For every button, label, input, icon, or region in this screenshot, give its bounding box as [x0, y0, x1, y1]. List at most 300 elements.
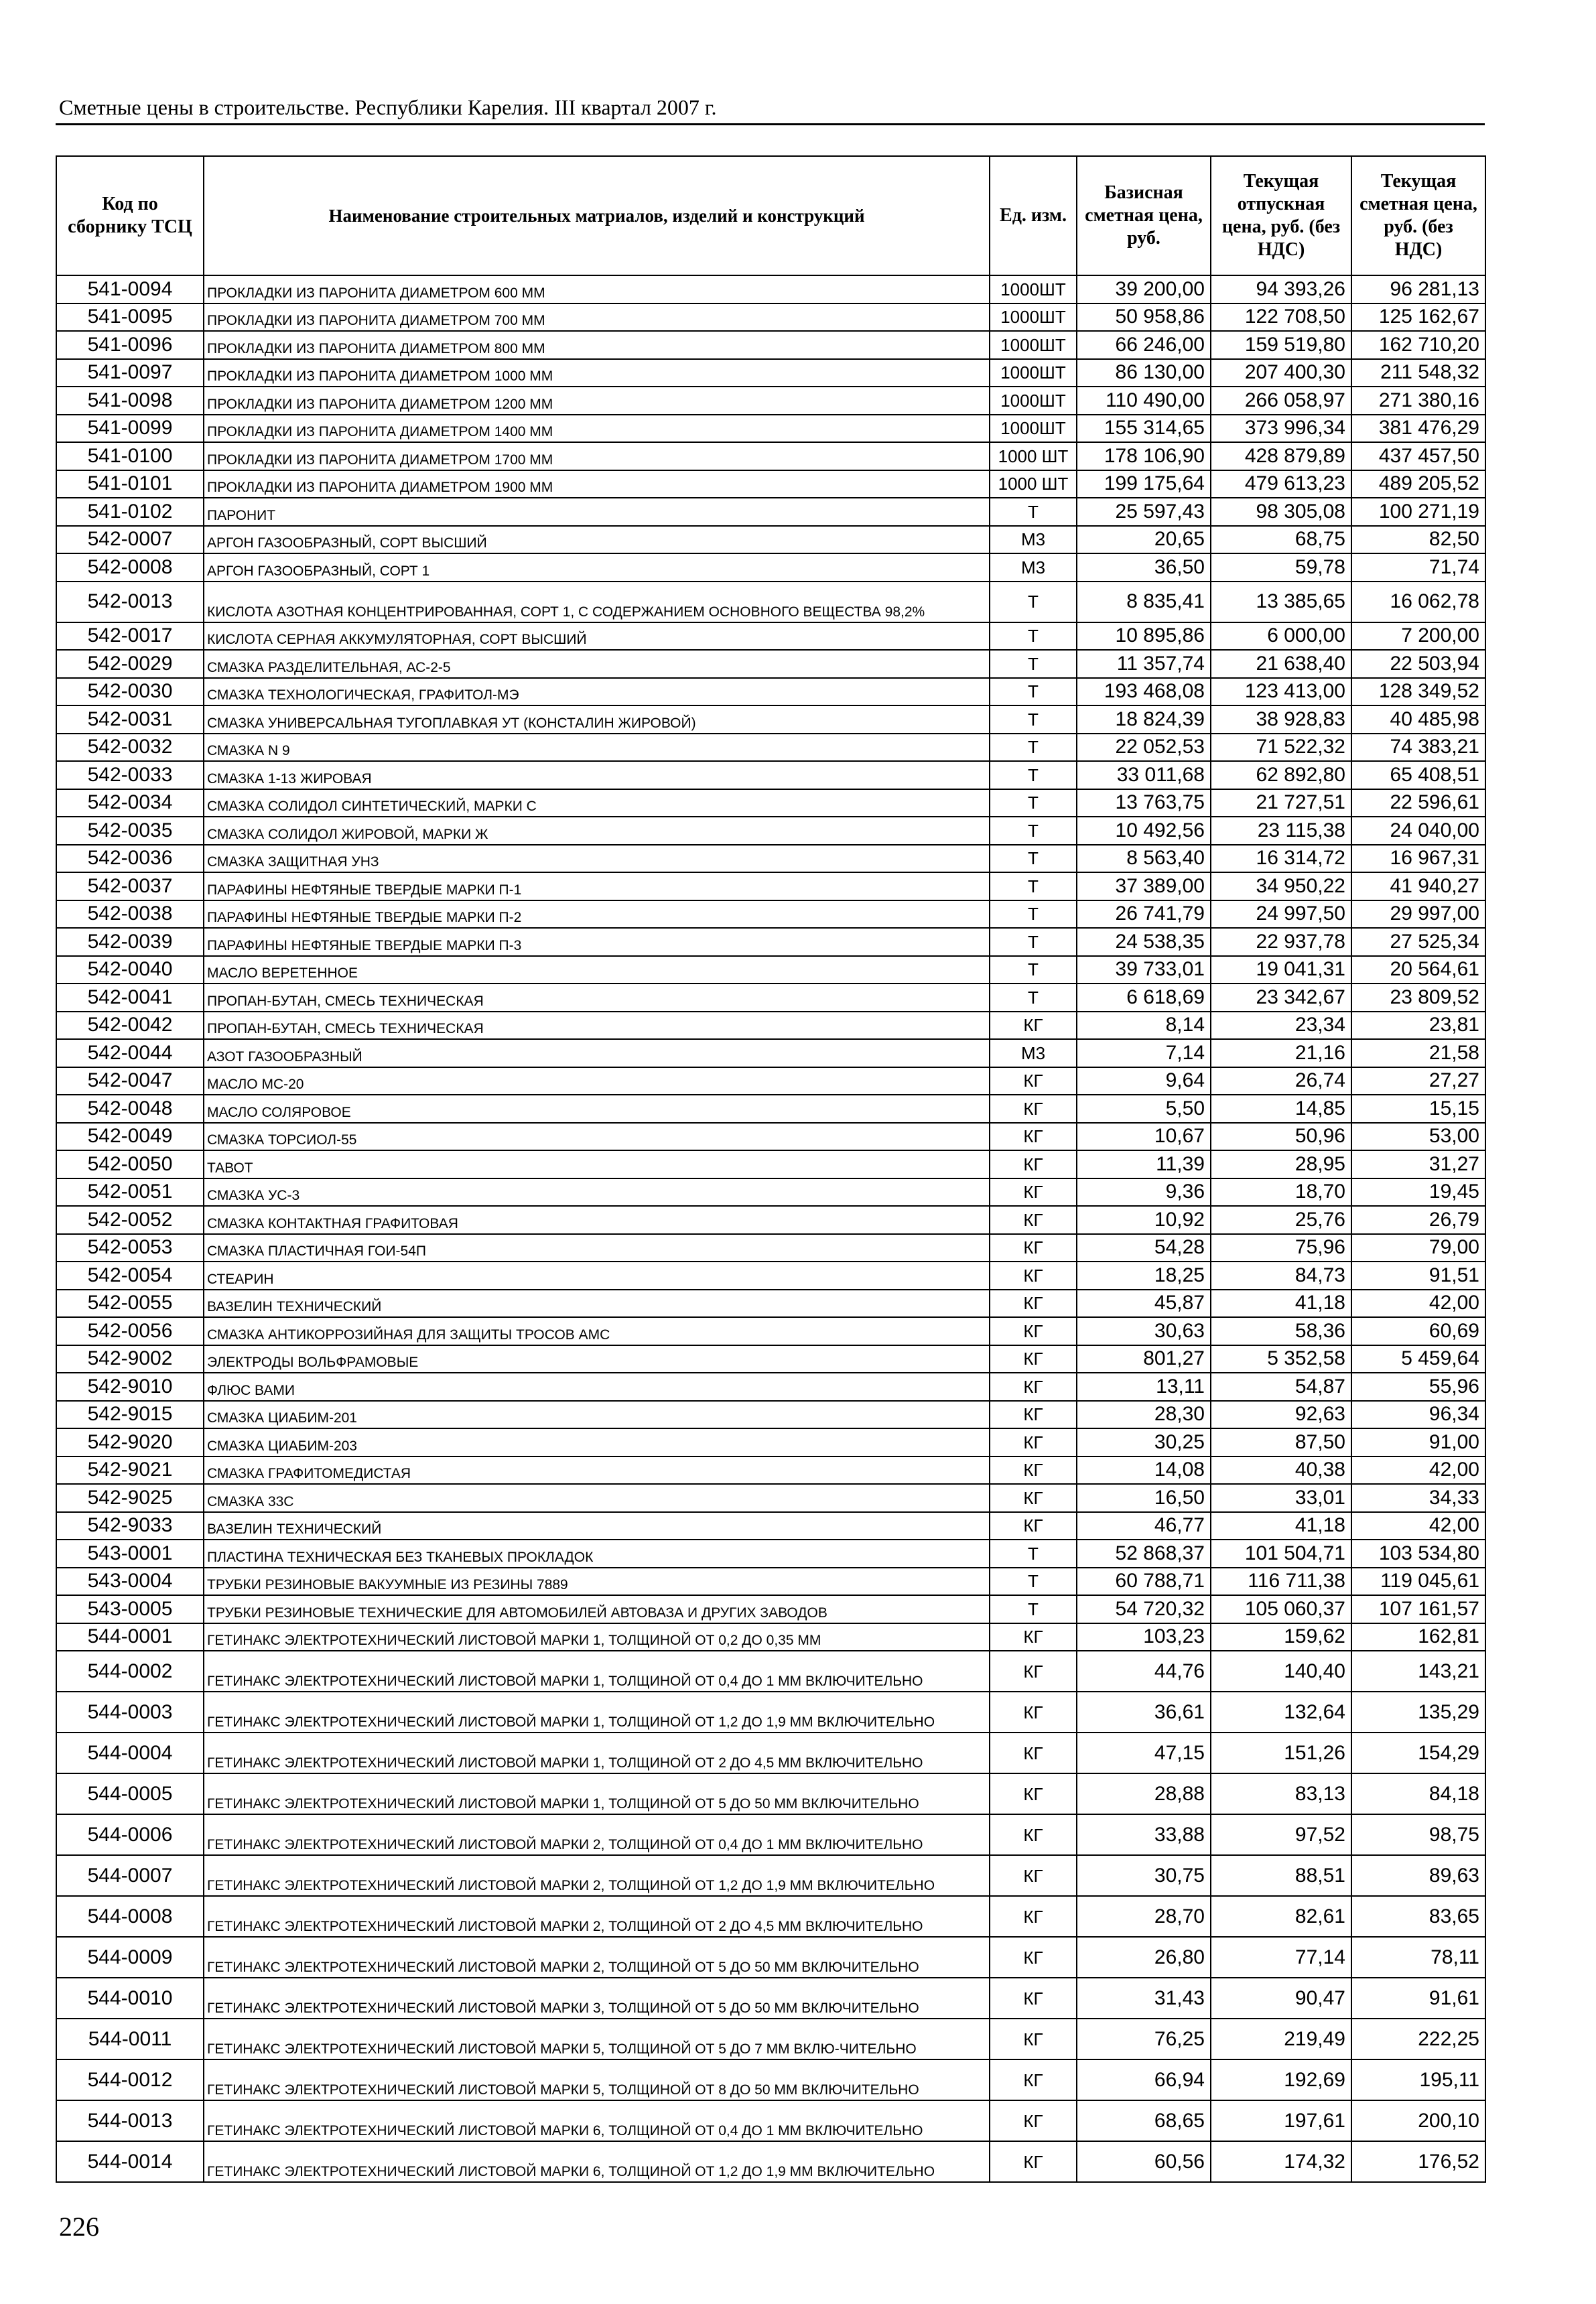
current-estimate-price: 176,52 [1351, 2141, 1485, 2182]
table-row [56, 387, 1485, 415]
item-name: ЭЛЕКТРОДЫ ВОЛЬФРАМОВЫЕ [204, 1345, 990, 1373]
base-price: 9,36 [1077, 1178, 1211, 1207]
table-row [56, 415, 1485, 443]
base-price: 13,11 [1077, 1373, 1211, 1401]
item-code: 541-0097 [56, 359, 204, 387]
current-estimate-price: 98,75 [1351, 1814, 1485, 1855]
current-sale-price: 68,75 [1211, 526, 1351, 554]
current-sale-price: 16 314,72 [1211, 845, 1351, 873]
unit: 1000 ШТ [990, 442, 1077, 470]
base-price: 10 895,86 [1077, 622, 1211, 651]
item-code: 544-0008 [56, 1896, 204, 1937]
current-sale-price: 5 352,58 [1211, 1345, 1351, 1373]
current-sale-price: 219,49 [1211, 2019, 1351, 2059]
item-code: 542-0035 [56, 817, 204, 845]
base-price: 178 106,90 [1077, 442, 1211, 470]
base-price: 39 733,01 [1077, 956, 1211, 984]
table-row [56, 1595, 1485, 1623]
item-name: ГЕТИНАКС ЭЛЕКТРОТЕХНИЧЕСКИЙ ЛИСТОВОЙ МАРКИ 2, ТОЛЩИНОЙ ОТ 5 ДО 50 ММ ВКЛЮЧИТЕЛЬНО [204, 1937, 990, 1978]
table-row [56, 1039, 1485, 1067]
current-sale-price: 14,85 [1211, 1095, 1351, 1123]
base-price: 60,56 [1077, 2141, 1211, 2182]
current-sale-price: 197,61 [1211, 2100, 1351, 2141]
table-row [56, 553, 1485, 582]
item-code: 542-0047 [56, 1067, 204, 1095]
item-name: СМАЗКА РАЗДЕЛИТЕЛЬНАЯ, АС-2-5 [204, 650, 990, 678]
table-row [56, 303, 1485, 332]
item-code: 542-9010 [56, 1373, 204, 1401]
page-number: 226 [59, 2212, 99, 2242]
current-estimate-price: 381 476,29 [1351, 415, 1485, 443]
base-price: 16,50 [1077, 1484, 1211, 1512]
current-estimate-price: 222,25 [1351, 2019, 1485, 2059]
current-sale-price: 13 385,65 [1211, 582, 1351, 622]
table-row [56, 650, 1485, 678]
unit: М3 [990, 553, 1077, 582]
current-sale-price: 122 708,50 [1211, 303, 1351, 332]
table-row [56, 2059, 1485, 2100]
column-header-unit: Ед. изм. [990, 156, 1077, 275]
item-name: СМАЗКА ЦИАБИМ-203 [204, 1428, 990, 1456]
current-sale-price: 98 305,08 [1211, 498, 1351, 526]
table-row [56, 817, 1485, 845]
item-code: 544-0006 [56, 1814, 204, 1855]
item-code: 542-0031 [56, 705, 204, 734]
item-code: 543-0004 [56, 1568, 204, 1596]
unit: КГ [990, 2019, 1077, 2059]
item-code: 542-0008 [56, 553, 204, 582]
item-code: 541-0094 [56, 275, 204, 303]
item-code: 543-0001 [56, 1540, 204, 1568]
base-price: 30,25 [1077, 1428, 1211, 1456]
item-code: 542-0044 [56, 1039, 204, 1067]
table-row [56, 1896, 1485, 1937]
current-sale-price: 23 342,67 [1211, 984, 1351, 1012]
item-code: 544-0010 [56, 1978, 204, 2019]
base-price: 86 130,00 [1077, 359, 1211, 387]
current-sale-price: 40,38 [1211, 1456, 1351, 1485]
current-sale-price: 140,40 [1211, 1651, 1351, 1692]
current-sale-price: 192,69 [1211, 2059, 1351, 2100]
column-header-code: Код по сборнику ТСЦ [56, 156, 204, 275]
base-price: 8 563,40 [1077, 845, 1211, 873]
item-code: 542-0039 [56, 928, 204, 956]
current-sale-price: 123 413,00 [1211, 678, 1351, 706]
unit: 1000ШТ [990, 331, 1077, 359]
base-price: 76,25 [1077, 2019, 1211, 2059]
base-price: 801,27 [1077, 1345, 1211, 1373]
item-code: 543-0005 [56, 1595, 204, 1623]
current-estimate-price: 125 162,67 [1351, 303, 1485, 332]
item-code: 541-0095 [56, 303, 204, 332]
base-price: 103,23 [1077, 1623, 1211, 1651]
table-row [56, 900, 1485, 929]
unit: Т [990, 734, 1077, 762]
item-name: ВАЗЕЛИН ТЕХНИЧЕСКИЙ [204, 1290, 990, 1318]
current-estimate-price: 195,11 [1351, 2059, 1485, 2100]
current-estimate-price: 96 281,13 [1351, 275, 1485, 303]
table-row [56, 1150, 1485, 1178]
item-name: ПРОКЛАДКИ ИЗ ПАРОНИТА ДИАМЕТРОМ 1400 ММ [204, 415, 990, 443]
item-name: ГЕТИНАКС ЭЛЕКТРОТЕХНИЧЕСКИЙ ЛИСТОВОЙ МАРКИ 3, ТОЛЩИНОЙ ОТ 5 ДО 50 ММ ВКЛЮЧИТЕЛЬНО [204, 1978, 990, 2019]
item-name: ГЕТИНАКС ЭЛЕКТРОТЕХНИЧЕСКИЙ ЛИСТОВОЙ МАРКИ 6, ТОЛЩИНОЙ ОТ 0,4 ДО 1 ММ ВКЛЮЧИТЕЛЬНО [204, 2100, 990, 2141]
current-estimate-price: 42,00 [1351, 1290, 1485, 1318]
table-row [56, 1623, 1485, 1651]
item-code: 542-0032 [56, 734, 204, 762]
base-price: 47,15 [1077, 1733, 1211, 1773]
base-price: 45,87 [1077, 1290, 1211, 1318]
base-price: 5,50 [1077, 1095, 1211, 1123]
current-estimate-price: 71,74 [1351, 553, 1485, 582]
base-price: 44,76 [1077, 1651, 1211, 1692]
column-header-name: Наименование строительных матриалов, изделий и конструкций [204, 156, 990, 275]
unit: Т [990, 900, 1077, 929]
current-sale-price: 19 041,31 [1211, 956, 1351, 984]
base-price: 33 011,68 [1077, 761, 1211, 789]
current-sale-price: 266 058,97 [1211, 387, 1351, 415]
current-estimate-price: 128 349,52 [1351, 678, 1485, 706]
table-row [56, 984, 1485, 1012]
current-sale-price: 97,52 [1211, 1814, 1351, 1855]
current-estimate-price: 143,21 [1351, 1651, 1485, 1692]
unit: КГ [990, 1345, 1077, 1373]
item-code: 544-0009 [56, 1937, 204, 1978]
table-row [56, 1401, 1485, 1429]
base-price: 54,28 [1077, 1234, 1211, 1262]
item-name: ГЕТИНАКС ЭЛЕКТРОТЕХНИЧЕСКИЙ ЛИСТОВОЙ МАРКИ 1, ТОЛЩИНОЙ ОТ 0,2 ДО 0,35 ММ [204, 1623, 990, 1651]
current-estimate-price: 60,69 [1351, 1317, 1485, 1345]
current-sale-price: 77,14 [1211, 1937, 1351, 1978]
table-row [56, 1773, 1485, 1814]
current-sale-price: 90,47 [1211, 1978, 1351, 2019]
price-table [56, 155, 1486, 2183]
unit: КГ [990, 1234, 1077, 1262]
current-sale-price: 18,70 [1211, 1178, 1351, 1207]
current-sale-price: 428 879,89 [1211, 442, 1351, 470]
current-estimate-price: 53,00 [1351, 1123, 1485, 1151]
item-name: ПАРАФИНЫ НЕФТЯНЫЕ ТВЕРДЫЕ МАРКИ П-3 [204, 928, 990, 956]
current-estimate-price: 16 062,78 [1351, 582, 1485, 622]
unit: Т [990, 956, 1077, 984]
current-estimate-price: 200,10 [1351, 2100, 1485, 2141]
column-header-current-sale-price: Текущая отпускная цена, руб. (без НДС) [1211, 156, 1351, 275]
table-row [56, 1373, 1485, 1401]
current-sale-price: 94 393,26 [1211, 275, 1351, 303]
current-estimate-price: 78,11 [1351, 1937, 1485, 1978]
current-estimate-price: 26,79 [1351, 1206, 1485, 1234]
current-sale-price: 88,51 [1211, 1855, 1351, 1896]
unit: Т [990, 498, 1077, 526]
current-sale-price: 50,96 [1211, 1123, 1351, 1151]
unit: Т [990, 845, 1077, 873]
base-price: 28,30 [1077, 1401, 1211, 1429]
item-code: 542-0049 [56, 1123, 204, 1151]
current-estimate-price: 31,27 [1351, 1150, 1485, 1178]
table-row [56, 928, 1485, 956]
base-price: 25 597,43 [1077, 498, 1211, 526]
item-name: СМАЗКА СОЛИДОЛ ЖИРОВОЙ, МАРКИ Ж [204, 817, 990, 845]
base-price: 33,88 [1077, 1814, 1211, 1855]
item-name: СМАЗКА УС-3 [204, 1178, 990, 1207]
current-estimate-price: 41 940,27 [1351, 872, 1485, 900]
current-sale-price: 21,16 [1211, 1039, 1351, 1067]
base-price: 37 389,00 [1077, 872, 1211, 900]
table-row [56, 275, 1485, 303]
unit: КГ [990, 1855, 1077, 1896]
current-sale-price: 71 522,32 [1211, 734, 1351, 762]
unit: КГ [990, 1937, 1077, 1978]
current-estimate-price: 5 459,64 [1351, 1345, 1485, 1373]
item-name: СМАЗКА УНИВЕРСАЛЬНАЯ ТУГОПЛАВКАЯ УТ (КОНСТАЛИН ЖИРОВОЙ) [204, 705, 990, 734]
item-code: 542-0048 [56, 1095, 204, 1123]
item-name: ГЕТИНАКС ЭЛЕКТРОТЕХНИЧЕСКИЙ ЛИСТОВОЙ МАРКИ 1, ТОЛЩИНОЙ ОТ 0,4 ДО 1 ММ ВКЛЮЧИТЕЛЬНО [204, 1651, 990, 1692]
current-sale-price: 21 727,51 [1211, 789, 1351, 817]
current-sale-price: 6 000,00 [1211, 622, 1351, 651]
item-name: ПРОКЛАДКИ ИЗ ПАРОНИТА ДИАМЕТРОМ 800 ММ [204, 331, 990, 359]
current-estimate-price: 96,34 [1351, 1401, 1485, 1429]
item-name: СМАЗКА ТОРСИОЛ-55 [204, 1123, 990, 1151]
table-row [56, 1317, 1485, 1345]
unit: КГ [990, 1773, 1077, 1814]
unit: Т [990, 984, 1077, 1012]
base-price: 10 492,56 [1077, 817, 1211, 845]
unit: КГ [990, 1484, 1077, 1512]
current-estimate-price: 162,81 [1351, 1623, 1485, 1651]
item-name: СМАЗКА N 9 [204, 734, 990, 762]
current-estimate-price: 55,96 [1351, 1373, 1485, 1401]
item-name: ПРОКЛАДКИ ИЗ ПАРОНИТА ДИАМЕТРОМ 600 ММ [204, 275, 990, 303]
base-price: 26,80 [1077, 1937, 1211, 1978]
current-sale-price: 207 400,30 [1211, 359, 1351, 387]
current-estimate-price: 34,33 [1351, 1484, 1485, 1512]
item-code: 544-0005 [56, 1773, 204, 1814]
base-price: 110 490,00 [1077, 387, 1211, 415]
unit: М3 [990, 1039, 1077, 1067]
current-sale-price: 26,74 [1211, 1067, 1351, 1095]
base-price: 22 052,53 [1077, 734, 1211, 762]
table-row [56, 1428, 1485, 1456]
item-name: АРГОН ГАЗООБРАЗНЫЙ, СОРТ ВЫСШИЙ [204, 526, 990, 554]
item-code: 541-0101 [56, 470, 204, 498]
base-price: 66 246,00 [1077, 331, 1211, 359]
item-code: 541-0096 [56, 331, 204, 359]
base-price: 30,63 [1077, 1317, 1211, 1345]
current-estimate-price: 79,00 [1351, 1234, 1485, 1262]
table-row [56, 956, 1485, 984]
item-name: СМАЗКА ТЕХНОЛОГИЧЕСКАЯ, ГРАФИТОЛ-МЭ [204, 678, 990, 706]
base-price: 7,14 [1077, 1039, 1211, 1067]
item-name: СМАЗКА 1-13 ЖИРОВАЯ [204, 761, 990, 789]
item-name: ГЕТИНАКС ЭЛЕКТРОТЕХНИЧЕСКИЙ ЛИСТОВОЙ МАРКИ 2, ТОЛЩИНОЙ ОТ 2 ДО 4,5 ММ ВКЛЮЧИТЕЛЬНО [204, 1896, 990, 1937]
table-row [56, 526, 1485, 554]
item-code: 542-0017 [56, 622, 204, 651]
current-sale-price: 132,64 [1211, 1692, 1351, 1733]
item-code: 541-0099 [56, 415, 204, 443]
current-estimate-price: 42,00 [1351, 1456, 1485, 1485]
header-divider [56, 123, 1485, 125]
table-row [56, 1206, 1485, 1234]
table-row [56, 582, 1485, 622]
table-row [56, 1484, 1485, 1512]
table-row [56, 1234, 1485, 1262]
base-price: 13 763,75 [1077, 789, 1211, 817]
item-code: 541-0102 [56, 498, 204, 526]
table-row [56, 1262, 1485, 1290]
item-name: ПРОПАН-БУТАН, СМЕСЬ ТЕХНИЧЕСКАЯ [204, 1012, 990, 1040]
table-header-row [56, 156, 1485, 275]
current-sale-price: 159,62 [1211, 1623, 1351, 1651]
unit: КГ [990, 2100, 1077, 2141]
table-row [56, 359, 1485, 387]
item-name: ПРОКЛАДКИ ИЗ ПАРОНИТА ДИАМЕТРОМ 1700 ММ [204, 442, 990, 470]
table-row [56, 1123, 1485, 1151]
item-code: 542-9002 [56, 1345, 204, 1373]
current-estimate-price: 91,51 [1351, 1262, 1485, 1290]
current-estimate-price: 20 564,61 [1351, 956, 1485, 984]
current-sale-price: 59,78 [1211, 553, 1351, 582]
table-row [56, 1540, 1485, 1568]
unit: КГ [990, 2141, 1077, 2182]
base-price: 199 175,64 [1077, 470, 1211, 498]
table-row [56, 1095, 1485, 1123]
current-estimate-price: 40 485,98 [1351, 705, 1485, 734]
unit: КГ [990, 1067, 1077, 1095]
unit: КГ [990, 1978, 1077, 2019]
unit: КГ [990, 1428, 1077, 1456]
current-estimate-price: 16 967,31 [1351, 845, 1485, 873]
table-row [56, 331, 1485, 359]
unit: КГ [990, 1692, 1077, 1733]
item-code: 542-9020 [56, 1428, 204, 1456]
base-price: 54 720,32 [1077, 1595, 1211, 1623]
base-price: 18 824,39 [1077, 705, 1211, 734]
current-sale-price: 25,76 [1211, 1206, 1351, 1234]
current-sale-price: 373 996,34 [1211, 415, 1351, 443]
item-code: 544-0001 [56, 1623, 204, 1651]
item-name: АЗОТ ГАЗООБРАЗНЫЙ [204, 1039, 990, 1067]
item-code: 542-0055 [56, 1290, 204, 1318]
item-name: ПРОКЛАДКИ ИЗ ПАРОНИТА ДИАМЕТРОМ 700 ММ [204, 303, 990, 332]
base-price: 8 835,41 [1077, 582, 1211, 622]
base-price: 20,65 [1077, 526, 1211, 554]
table-row [56, 1290, 1485, 1318]
item-name: МАСЛО СОЛЯРОВОЕ [204, 1095, 990, 1123]
table-row [56, 1178, 1485, 1207]
unit: 1000ШТ [990, 303, 1077, 332]
item-code: 542-0013 [56, 582, 204, 622]
base-price: 10,67 [1077, 1123, 1211, 1151]
item-code: 542-0007 [56, 526, 204, 554]
unit: Т [990, 1595, 1077, 1623]
current-sale-price: 84,73 [1211, 1262, 1351, 1290]
base-price: 36,50 [1077, 553, 1211, 582]
table-row [56, 1937, 1485, 1978]
unit: КГ [990, 1401, 1077, 1429]
current-sale-price: 82,61 [1211, 1896, 1351, 1937]
unit: КГ [990, 1012, 1077, 1040]
item-name: СМАЗКА ГРАФИТОМЕДИСТАЯ [204, 1456, 990, 1485]
base-price: 39 200,00 [1077, 275, 1211, 303]
item-name: ФЛЮС ВАМИ [204, 1373, 990, 1401]
item-name: ГЕТИНАКС ЭЛЕКТРОТЕХНИЧЕСКИЙ ЛИСТОВОЙ МАРКИ 2, ТОЛЩИНОЙ ОТ 1,2 ДО 1,9 ММ ВКЛЮЧИТЕЛЬНО [204, 1855, 990, 1896]
current-estimate-price: 89,63 [1351, 1855, 1485, 1896]
current-estimate-price: 107 161,57 [1351, 1595, 1485, 1623]
current-estimate-price: 19,45 [1351, 1178, 1485, 1207]
current-sale-price: 21 638,40 [1211, 650, 1351, 678]
item-name: ПРОКЛАДКИ ИЗ ПАРОНИТА ДИАМЕТРОМ 1000 ММ [204, 359, 990, 387]
item-code: 542-0053 [56, 1234, 204, 1262]
table-row [56, 470, 1485, 498]
unit: КГ [990, 1206, 1077, 1234]
item-name: АРГОН ГАЗООБРАЗНЫЙ, СОРТ 1 [204, 553, 990, 582]
item-name: ПЛАСТИНА ТЕХНИЧЕСКАЯ БЕЗ ТКАНЕВЫХ ПРОКЛАДОК [204, 1540, 990, 1568]
unit: Т [990, 650, 1077, 678]
base-price: 52 868,37 [1077, 1540, 1211, 1568]
table-row [56, 498, 1485, 526]
item-name: МАСЛО ВЕРЕТЕННОЕ [204, 956, 990, 984]
item-code: 542-0040 [56, 956, 204, 984]
current-estimate-price: 84,18 [1351, 1773, 1485, 1814]
unit: Т [990, 1540, 1077, 1568]
item-code: 542-0054 [56, 1262, 204, 1290]
current-estimate-price: 103 534,80 [1351, 1540, 1485, 1568]
base-price: 9,64 [1077, 1067, 1211, 1095]
current-estimate-price: 7 200,00 [1351, 622, 1485, 651]
item-name: ГЕТИНАКС ЭЛЕКТРОТЕХНИЧЕСКИЙ ЛИСТОВОЙ МАРКИ 1, ТОЛЩИНОЙ ОТ 2 ДО 4,5 ММ ВКЛЮЧИТЕЛЬНО [204, 1733, 990, 1773]
table-row [56, 1651, 1485, 1692]
current-sale-price: 58,36 [1211, 1317, 1351, 1345]
unit: КГ [990, 2059, 1077, 2100]
table-row [56, 705, 1485, 734]
current-sale-price: 34 950,22 [1211, 872, 1351, 900]
current-sale-price: 33,01 [1211, 1484, 1351, 1512]
item-name: ГЕТИНАКС ЭЛЕКТРОТЕХНИЧЕСКИЙ ЛИСТОВОЙ МАРКИ 5, ТОЛЩИНОЙ ОТ 5 ДО 7 ММ ВКЛЮ-ЧИТЕЛЬНО [204, 2019, 990, 2059]
item-code: 544-0003 [56, 1692, 204, 1733]
current-estimate-price: 23,81 [1351, 1012, 1485, 1040]
base-price: 28,88 [1077, 1773, 1211, 1814]
unit: КГ [990, 1373, 1077, 1401]
unit: КГ [990, 1623, 1077, 1651]
item-name: ПАРАФИНЫ НЕФТЯНЫЕ ТВЕРДЫЕ МАРКИ П-1 [204, 872, 990, 900]
item-code: 544-0004 [56, 1733, 204, 1773]
item-code: 542-0041 [56, 984, 204, 1012]
base-price: 14,08 [1077, 1456, 1211, 1485]
item-code: 542-0042 [56, 1012, 204, 1040]
current-estimate-price: 83,65 [1351, 1896, 1485, 1937]
base-price: 66,94 [1077, 2059, 1211, 2100]
item-name: ТРУБКИ РЕЗИНОВЫЕ ВАКУУМНЫЕ ИЗ РЕЗИНЫ 7889 [204, 1568, 990, 1596]
table-row [56, 1512, 1485, 1540]
unit: КГ [990, 1814, 1077, 1855]
unit: КГ [990, 1512, 1077, 1540]
item-name: ПРОКЛАДКИ ИЗ ПАРОНИТА ДИАМЕТРОМ 1900 ММ [204, 470, 990, 498]
item-code: 542-0051 [56, 1178, 204, 1207]
item-name: ГЕТИНАКС ЭЛЕКТРОТЕХНИЧЕСКИЙ ЛИСТОВОЙ МАРКИ 1, ТОЛЩИНОЙ ОТ 5 ДО 50 ММ ВКЛЮЧИТЕЛЬНО [204, 1773, 990, 1814]
current-estimate-price: 65 408,51 [1351, 761, 1485, 789]
item-code: 542-0050 [56, 1150, 204, 1178]
item-name: СТЕАРИН [204, 1262, 990, 1290]
table-row [56, 1855, 1485, 1896]
base-price: 26 741,79 [1077, 900, 1211, 929]
running-head: Сметные цены в строительстве. Республики Карелия. III квартал 2007 г. [59, 95, 717, 119]
base-price: 30,75 [1077, 1855, 1211, 1896]
item-code: 542-9025 [56, 1484, 204, 1512]
item-code: 542-0036 [56, 845, 204, 873]
table-row [56, 1067, 1485, 1095]
unit: Т [990, 1568, 1077, 1596]
table-row [56, 1978, 1485, 2019]
current-sale-price: 101 504,71 [1211, 1540, 1351, 1568]
